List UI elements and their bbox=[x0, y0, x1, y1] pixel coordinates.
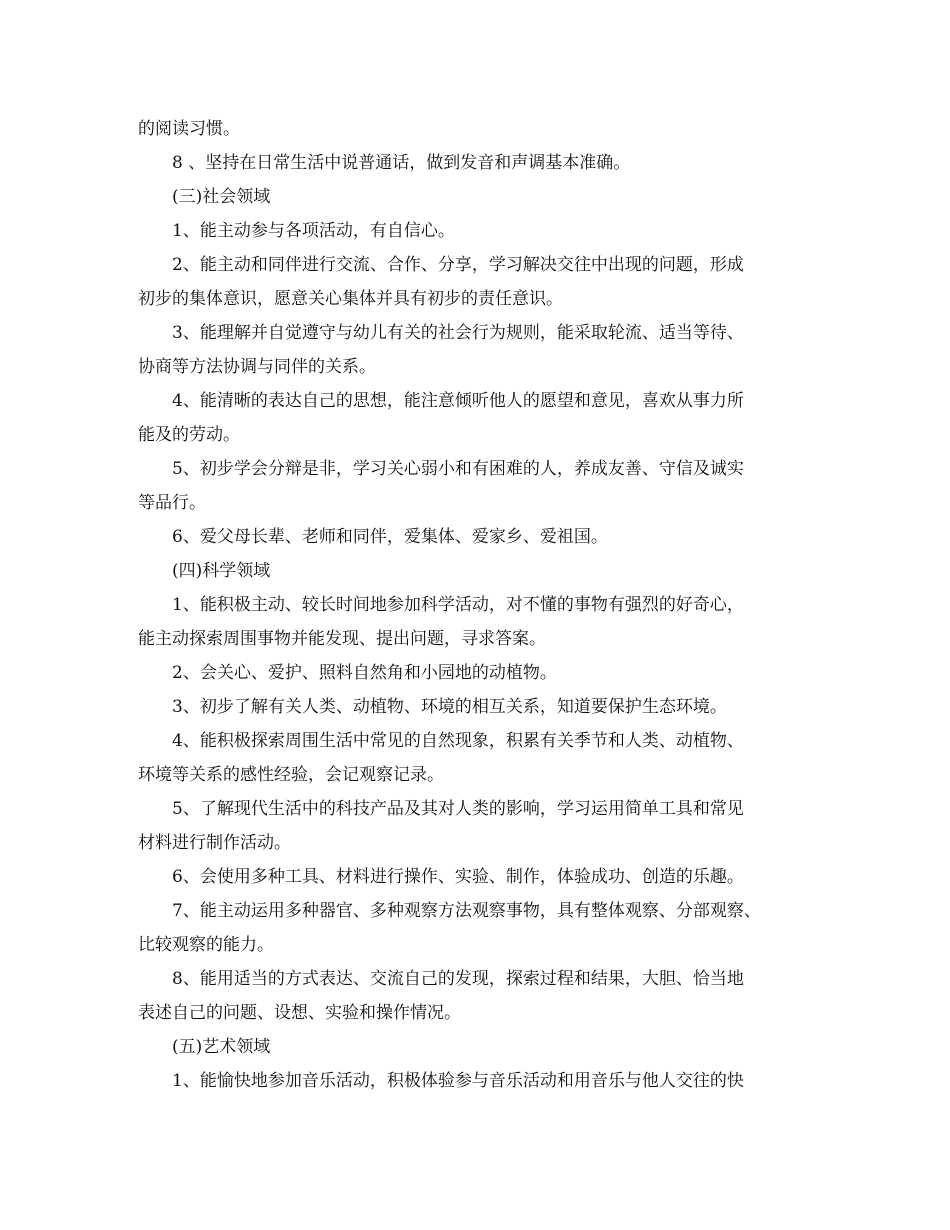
text-line: 6、爱父母长辈、老师和同伴，爱集体、爱家乡、爱祖国。 bbox=[172, 527, 608, 547]
text-line: 4、能清晰的表达自己的思想，能注意倾听他人的愿望和意见，喜欢从事力所 bbox=[172, 391, 744, 411]
text-line: 能主动探索周围事物并能发现、提出问题，寻求答案。 bbox=[138, 629, 546, 649]
text-line: 3、能理解并自觉遵守与幼儿有关的社会行为规则，能采取轮流、适当等待、 bbox=[172, 323, 744, 343]
document-body bbox=[138, 112, 820, 1098]
text-line: 1、能积极主动、较长时间地参加科学活动，对不懂的事物有强烈的好奇心， bbox=[172, 595, 744, 615]
text-line: 协商等方法协调与同伴的关系。 bbox=[138, 357, 376, 377]
text-line: 比较观察的能力。 bbox=[138, 935, 274, 955]
text-line: 5、了解现代生活中的科技产品及其对人类的影响，学习运用简单工具和常见 bbox=[172, 799, 744, 819]
text-line: 4、能积极探索周围生活中常见的自然现象，积累有关季节和人类、动植物、 bbox=[172, 731, 744, 751]
section-heading: (四)科学领域 bbox=[172, 561, 271, 581]
text-line: 2、会关心、爱护、照料自然角和小园地的动植物。 bbox=[172, 663, 557, 683]
text-line: 7、能主动运用多种器官、多种观察方法观察事物，具有整体观察、分部观察、 bbox=[172, 901, 761, 921]
text-line: 5、初步学会分辩是非，学习关心弱小和有困难的人，养成友善、守信及诚实 bbox=[172, 459, 744, 479]
text-line: 的阅读习惯。 bbox=[138, 119, 240, 139]
text-line: 环境等关系的感性经验，会记观察记录。 bbox=[138, 765, 444, 785]
text-line: 初步的集体意识，愿意关心集体并具有初步的责任意识。 bbox=[138, 289, 563, 309]
text-line: 6、会使用多种工具、材料进行操作、实验、制作，体验成功、创造的乐趣。 bbox=[172, 867, 744, 887]
section-heading: (五)艺术领域 bbox=[172, 1037, 271, 1057]
text-line: 1、能主动参与各项活动，有自信心。 bbox=[172, 221, 455, 241]
section-heading: (三)社会领域 bbox=[172, 187, 271, 207]
text-line: 能及的劳动。 bbox=[138, 425, 240, 445]
text-line: 表述自己的问题、设想、实验和操作情况。 bbox=[138, 1003, 461, 1023]
text-line: 等品行。 bbox=[138, 493, 206, 513]
text-line: 3、初步了解有关人类、动植物、环境的相互关系，知道要保护生态环境。 bbox=[172, 697, 727, 717]
text-line: 1、能愉快地参加音乐活动，积极体验参与音乐活动和用音乐与他人交往的快 bbox=[172, 1071, 744, 1091]
text-line: 8 、坚持在日常生活中说普通话，做到发音和声调基本准确。 bbox=[172, 153, 631, 173]
text-line: 材料进行制作活动。 bbox=[138, 833, 291, 853]
text-line: 8、能用适当的方式表达、交流自己的发现，探索过程和结果，大胆、恰当地 bbox=[172, 969, 744, 989]
text-line: 2、能主动和同伴进行交流、合作、分享，学习解决交往中出现的问题，形成 bbox=[172, 255, 744, 275]
